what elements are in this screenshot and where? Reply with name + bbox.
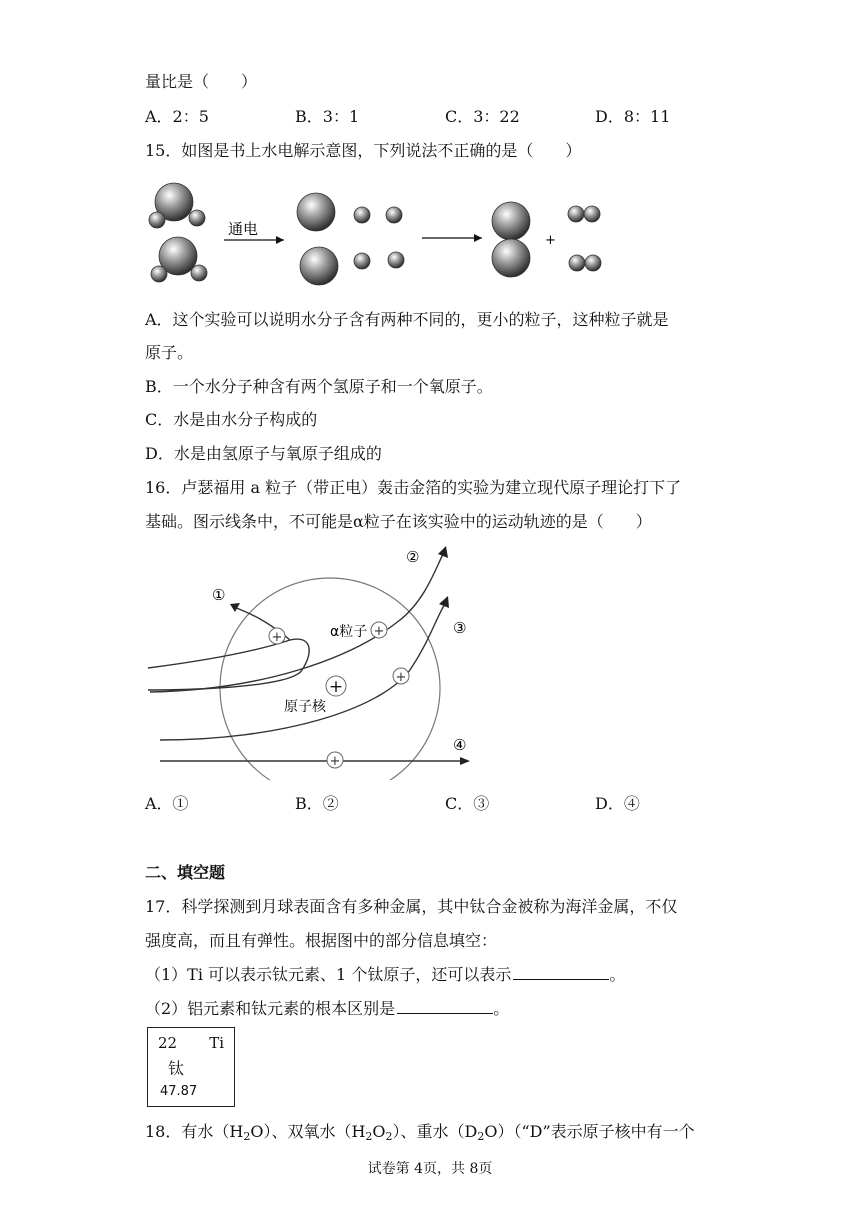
svg-text:+: +	[328, 677, 344, 697]
q16-option-b: B．②	[295, 794, 339, 813]
q16-option-c: C．③	[445, 794, 490, 813]
q16-option-d: D．④	[595, 794, 640, 813]
atomic-mass: 47.87	[160, 1084, 198, 1099]
svg-text:+: +	[329, 754, 341, 769]
answer-blank-2[interactable]	[397, 999, 493, 1014]
water-molecule-2	[151, 237, 207, 282]
separated-atoms	[297, 193, 404, 285]
oxygen-molecule	[492, 202, 530, 277]
q15-option-c: C．水是由水分子构成的	[145, 410, 318, 429]
q16-stem-line2: 基础。图示线条中，不可能是α粒子在该实验中的运动轨迹的是（ ）	[145, 512, 652, 531]
track-4-label: ④	[453, 736, 467, 754]
rutherford-diagram	[140, 540, 480, 780]
q15-option-b: B．一个水分子种含有两个氢原子和一个氧原子。	[145, 377, 493, 396]
q14-option-c: C．3：22	[445, 107, 520, 126]
q18-stem: 18．有水$(H_2O)$、双氧水$(H_2O_2)$、重水$(D_2O)(“D$”表示原子核中有一个	[145, 1122, 695, 1143]
nucleus-label: 原子核	[284, 699, 326, 715]
q17-part1: （1）Ti 可以表示钛元素、1 个钛原子，还可以表示 。	[145, 965, 626, 984]
svg-text:+: +	[271, 630, 283, 645]
track-3-label: ③	[453, 619, 467, 637]
q17-stem-line2: 强度高，而且有弹性。根据图中的部分信息填空：	[145, 931, 498, 950]
svg-text:+: +	[373, 624, 385, 639]
q15-option-a: A．这个实验可以说明水分子含有两种不同的，更小的粒子，这种粒子就是	[145, 310, 669, 329]
track-1-label: ①	[212, 586, 226, 604]
q15-stem: 15．如图是书上水电解示意图，下列说法不正确的是（ ）	[145, 141, 582, 160]
element-card-ti	[147, 1027, 235, 1107]
water-molecule-1	[149, 183, 205, 228]
q17-part2: （2）铝元素和钛元素的根本区别是 。	[145, 999, 510, 1018]
q14-tail: 量比是（ ）	[145, 72, 258, 91]
q17-stem-line1: 17．科学探测到月球表面含有多种金属，其中钛合金被称为海洋金属，不仅	[145, 897, 678, 916]
electrify-label: 通电	[228, 220, 259, 238]
q14-option-b: B．3：1	[295, 107, 360, 126]
q16-stem-line1: 16．卢瑟福用 a 粒子（带正电）轰击金箔的实验为建立现代原子理论打下了	[145, 478, 682, 497]
page-footer: 试卷第 4页，共 8页	[367, 1161, 493, 1177]
svg-text:+: +	[395, 670, 407, 685]
element-symbol: Ti	[209, 1034, 224, 1052]
section-title: 二、填空题	[145, 863, 226, 882]
q14-option-d: D．8：11	[595, 107, 671, 126]
q15-option-d: D．水是由氢原子与氧原子组成的	[145, 444, 382, 463]
electrolysis-diagram	[140, 178, 620, 290]
q14-option-a: A．2：5	[145, 107, 209, 126]
track-2-label: ②	[406, 548, 420, 566]
plus-sign: +	[545, 233, 556, 248]
atomic-number: 22	[158, 1034, 178, 1052]
element-name: 钛	[168, 1059, 185, 1078]
answer-blank-1[interactable]	[513, 965, 609, 980]
q15-option-a-cont: 原子。	[145, 343, 194, 362]
alpha-particle-label: α粒子	[330, 624, 368, 640]
q16-option-a: A．①	[145, 794, 189, 813]
hydrogen-molecules	[568, 206, 601, 271]
